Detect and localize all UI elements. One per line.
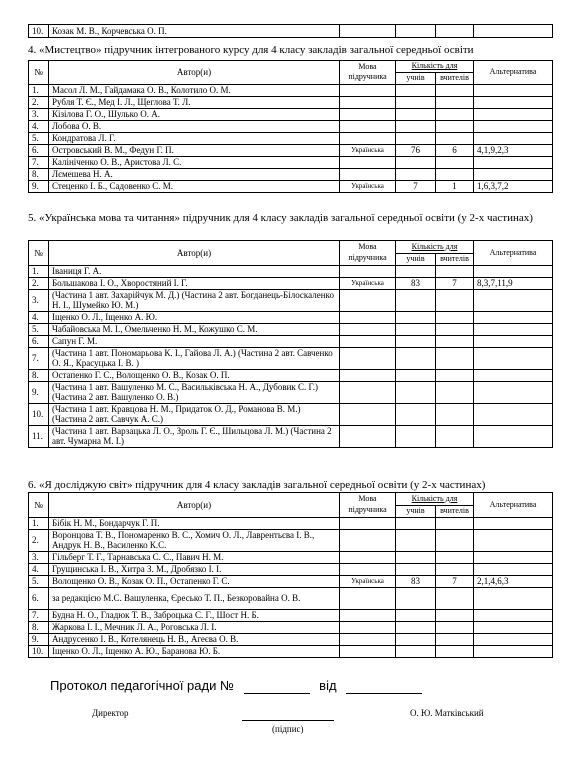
row-author: Козак М. В., Корчевська О. П. xyxy=(49,25,340,38)
row-alternative xyxy=(474,84,553,96)
signature-caption: (підпис) xyxy=(272,724,304,734)
row-num: 4. xyxy=(29,120,49,132)
row-teachers-count xyxy=(436,381,474,403)
protocol-number-blank xyxy=(244,678,310,694)
row-author: Гільберг Т. Г., Тарнавська С. С., Павич Н. М. xyxy=(49,551,340,563)
table-row xyxy=(29,335,553,347)
row-students-count xyxy=(396,645,436,657)
row-num: 6. xyxy=(29,335,49,347)
row-num: 9. xyxy=(29,180,49,192)
table-row xyxy=(29,168,553,180)
row-teachers-count xyxy=(436,347,474,369)
row-author: (Частина 1 авт. Кравцова Н. М., Придаток О. Д., Романова В. М.) (Частина 2 авт. Савчук А. С.) xyxy=(49,403,340,425)
section-body xyxy=(29,84,553,192)
row-alternative xyxy=(474,517,553,529)
row-alternative xyxy=(474,347,553,369)
row-num: 1. xyxy=(29,265,49,277)
col-author-header: Автор(и) xyxy=(49,241,340,266)
row-language xyxy=(340,96,396,108)
table-row xyxy=(29,180,553,192)
row-language xyxy=(340,633,396,645)
row-students-count: 7 xyxy=(396,180,436,192)
table-row xyxy=(29,403,553,425)
table-row xyxy=(29,289,553,311)
section-title: 5. «Українська мова та читання» підручник для 4 класу закладів загальної середньої освіти (у 2-х частинах) xyxy=(28,212,533,224)
table-row xyxy=(29,381,553,403)
row-author: Воронцова Т. В., Пономаренко В. С., Хомич О. Л., Лаврентьєва І. В., Андрук Н. В., Василенко К.С. xyxy=(49,529,340,551)
table-row xyxy=(29,311,553,323)
row-alternative xyxy=(474,529,553,551)
row-language: Українська xyxy=(340,180,396,192)
col-qty-header: Кількість для xyxy=(396,493,474,506)
col-qty-header: Кількість для xyxy=(396,61,474,73)
row-language xyxy=(340,156,396,168)
row-language xyxy=(340,323,396,335)
row-alternative xyxy=(474,108,553,120)
protocol-from-label: від xyxy=(319,678,337,693)
table-row xyxy=(29,517,553,529)
row-students-count xyxy=(396,369,436,381)
row-students-count xyxy=(396,311,436,323)
row-students-count xyxy=(396,132,436,144)
row-students-count xyxy=(396,609,436,621)
row-author: Лємешева Н. А. xyxy=(49,168,340,180)
row-alternative xyxy=(474,323,553,335)
row-teachers-count xyxy=(436,369,474,381)
row-author: Калініченко О. В., Аристова Л. С. xyxy=(49,156,340,168)
col-lang-header: Мова підручника xyxy=(340,61,396,85)
table-row xyxy=(29,587,553,609)
row-students-count xyxy=(396,529,436,551)
row-students-count xyxy=(396,517,436,529)
row-language xyxy=(340,517,396,529)
row-teachers-count: 7 xyxy=(436,277,474,289)
col-teachers-header: вчителів xyxy=(436,506,474,518)
col-author-header: Автор(и) xyxy=(49,61,340,85)
row-author: Лобова О. В. xyxy=(49,120,340,132)
row-students-count xyxy=(396,289,436,311)
row-author: Бібік Н. М., Бондарчук Г. П. xyxy=(49,517,340,529)
row-teachers-count xyxy=(436,425,474,447)
row-num: 10. xyxy=(29,645,49,657)
section-title: 6. «Я досліджую світ» підручник для 4 класу закладів загальної середньої освіти (у 2-х частинах) xyxy=(28,479,486,491)
table-row xyxy=(29,277,553,289)
row-teachers-count xyxy=(436,335,474,347)
row-num: 2. xyxy=(29,277,49,289)
row-alternative xyxy=(474,645,553,657)
row-language xyxy=(340,609,396,621)
row-num: 8. xyxy=(29,168,49,180)
row-alternative xyxy=(474,265,553,277)
row-alternative xyxy=(474,381,553,403)
row-teachers-count xyxy=(436,289,474,311)
row-teachers-count xyxy=(436,265,474,277)
col-teachers-header: вчителів xyxy=(436,254,474,266)
row-author: Островський В. М., Федун Г. П. xyxy=(49,144,340,156)
row-author: Жаркова І. І., Мечник Л. А., Роговська Л. І. xyxy=(49,621,340,633)
row-num: 7. xyxy=(29,347,49,369)
row-author: Чабайовська М. І., Омельченко Н. М., Кожушко С. М. xyxy=(49,323,340,335)
section-table xyxy=(28,240,553,448)
row-author: Кізілова Г. О., Шулько О. А. xyxy=(49,108,340,120)
row-teachers-count xyxy=(436,403,474,425)
row-students-count: 76 xyxy=(396,144,436,156)
row-language xyxy=(340,621,396,633)
table-row xyxy=(29,425,553,447)
row-students-count xyxy=(396,96,436,108)
row-language xyxy=(340,551,396,563)
row-author: Стеценко І. Б., Садовенко С. М. xyxy=(49,180,340,192)
row-alternative xyxy=(474,633,553,645)
row-teachers-count xyxy=(436,108,474,120)
row-author: Будна Н. О., Гладюк Т. В., Заброцька С. Г., Шост Н. Б. xyxy=(49,609,340,621)
col-students-header: учнів xyxy=(396,254,436,266)
row-language xyxy=(340,425,396,447)
row-students-count xyxy=(396,587,436,609)
row-num: 10. xyxy=(29,25,49,38)
table-row xyxy=(29,144,553,156)
row-students-count xyxy=(396,633,436,645)
table-header-row xyxy=(29,493,553,506)
row-author: Іщенко О. Л., Іщенко А. Ю. xyxy=(49,311,340,323)
row-teachers-count xyxy=(436,563,474,575)
row-num: 3. xyxy=(29,108,49,120)
row-language xyxy=(340,84,396,96)
row-teachers-count xyxy=(436,311,474,323)
table-row xyxy=(29,84,553,96)
row-teachers-count xyxy=(436,168,474,180)
row-num: 3. xyxy=(29,551,49,563)
row-alternative xyxy=(474,609,553,621)
section-table-wrap xyxy=(28,240,553,448)
row-author: за редакцією М.С. Вашуленка, Єресько Т. П., Безкоровайна О. В. xyxy=(49,587,340,609)
row-alternative xyxy=(474,156,553,168)
row-language xyxy=(340,645,396,657)
row-teachers-count xyxy=(436,156,474,168)
director-label: Директор xyxy=(92,708,129,718)
col-lang-header: Мова підручника xyxy=(340,241,396,266)
row-language xyxy=(340,403,396,425)
row-author: (Частина 1 авт. Вашуленко М. С., Васильківська Н. А., Дубовик С. Г.) (Частина 2 авт. Вашуленко О. В.) xyxy=(49,381,340,403)
row-num: 7. xyxy=(29,609,49,621)
row-author: Рубля Т. Є., Мед І. Л., Щеглова Т. Л. xyxy=(49,96,340,108)
row-num: 5. xyxy=(29,323,49,335)
row-students-count xyxy=(396,120,436,132)
row-teachers-count: 1 xyxy=(436,180,474,192)
row-num: 9. xyxy=(29,381,49,403)
row-language xyxy=(340,369,396,381)
row-author: Грущинська І. В., Хитра З. М., Дробязко І. І. xyxy=(49,563,340,575)
table-row xyxy=(29,369,553,381)
table-header-row xyxy=(29,241,553,254)
row-alternative xyxy=(474,369,553,381)
col-teachers-header: вчителів xyxy=(436,73,474,85)
row-alternative: 2,1,4,6,3 xyxy=(474,575,553,587)
row-teachers-count xyxy=(436,529,474,551)
row-alternative xyxy=(474,132,553,144)
section-table-wrap xyxy=(28,60,553,193)
row-author: Остапенко Г. С., Волощенко О. В., Козак О. П. xyxy=(49,369,340,381)
table-row xyxy=(29,551,553,563)
row-author: Іваниця Г. А. xyxy=(49,265,340,277)
col-qty-header: Кількість для xyxy=(396,241,474,254)
director-name: О. Ю. Матківський xyxy=(410,708,484,718)
row-language: Українська xyxy=(340,277,396,289)
row-language xyxy=(340,168,396,180)
protocol-label: Протокол педагогічної ради № xyxy=(50,678,234,693)
row-language xyxy=(340,587,396,609)
row-alternative xyxy=(474,120,553,132)
col-lang-header: Мова підручника xyxy=(340,493,396,518)
protocol-date-blank xyxy=(346,678,422,694)
section-table xyxy=(28,60,553,193)
row-language xyxy=(340,289,396,311)
table-row xyxy=(29,25,553,38)
row-alternative xyxy=(474,587,553,609)
row-students-count xyxy=(396,108,436,120)
row-alternative xyxy=(474,289,553,311)
row-teachers-count xyxy=(436,621,474,633)
row-author: Большакова І. О., Хворостяний І. Г. xyxy=(49,277,340,289)
row-teachers-count xyxy=(436,84,474,96)
row-students-count xyxy=(396,563,436,575)
row-num: 3. xyxy=(29,289,49,311)
row-students-count xyxy=(396,347,436,369)
row-num: 1. xyxy=(29,517,49,529)
row-alternative xyxy=(474,551,553,563)
row-teachers-count xyxy=(436,132,474,144)
row-author: Андрусенко І. В., Котелянець Н. В., Агеєва О. В. xyxy=(49,633,340,645)
row-author: (Частина 1 авт. Варзацька Л. О., Зроль Г. Є., Шильцова Л. М.) (Частина 2 авт. Чумарна М. І.) xyxy=(49,425,340,447)
row-num: 2. xyxy=(29,529,49,551)
row-students-count: 83 xyxy=(396,277,436,289)
row-language xyxy=(340,347,396,369)
row-students-count xyxy=(396,168,436,180)
col-alt-header: Альтернатива xyxy=(474,493,553,518)
table-row xyxy=(29,645,553,657)
row-language: Українська xyxy=(340,575,396,587)
row-language xyxy=(340,381,396,403)
row-teachers-count xyxy=(436,323,474,335)
row-alternative xyxy=(474,335,553,347)
table-row xyxy=(29,120,553,132)
row-alternative xyxy=(474,311,553,323)
row-teachers-count: 6 xyxy=(436,144,474,156)
row-students-count xyxy=(396,425,436,447)
row-alternative xyxy=(474,621,553,633)
row-teachers-count xyxy=(436,645,474,657)
row-num: 6. xyxy=(29,144,49,156)
row-students-count xyxy=(396,323,436,335)
col-author-header: Автор(и) xyxy=(49,493,340,518)
row-language xyxy=(340,265,396,277)
table-row xyxy=(29,96,553,108)
row-alternative xyxy=(474,563,553,575)
row-num: 4. xyxy=(29,563,49,575)
row-students-count xyxy=(396,335,436,347)
section-body xyxy=(29,517,553,657)
table-row xyxy=(29,609,553,621)
row-author: (Частина 1 авт. Пономарьова К. І., Гайова Л. А.) (Частина 2 авт. Савченко О. Я., Красуцька І. В. ) xyxy=(49,347,340,369)
section-title: 4. «Мистецтво» підручник інтегрованого курсу для 4 класу закладів загальної середньої освіти xyxy=(28,44,474,56)
row-students-count xyxy=(396,84,436,96)
row-num: 8. xyxy=(29,621,49,633)
protocol-line xyxy=(50,678,422,694)
row-author: Сапун Г. М. xyxy=(49,335,340,347)
row-num: 5. xyxy=(29,575,49,587)
row-alternative: 4,1,9,2,3 xyxy=(474,144,553,156)
table-row xyxy=(29,347,553,369)
row-language xyxy=(340,108,396,120)
row-alternative: 8,3,7,11,9 xyxy=(474,277,553,289)
row-language xyxy=(340,529,396,551)
row-students-count xyxy=(396,381,436,403)
row-teachers-count xyxy=(436,633,474,645)
row-num: 7. xyxy=(29,156,49,168)
table-row xyxy=(29,633,553,645)
row-num: 4. xyxy=(29,311,49,323)
row-language xyxy=(340,335,396,347)
table-row xyxy=(29,621,553,633)
continuation-table-wrap xyxy=(28,24,553,38)
row-teachers-count xyxy=(436,587,474,609)
table-row xyxy=(29,108,553,120)
row-language xyxy=(340,132,396,144)
table-row xyxy=(29,323,553,335)
row-num: 1. xyxy=(29,84,49,96)
table-row xyxy=(29,156,553,168)
col-alt-header: Альтернатива xyxy=(474,241,553,266)
table-row xyxy=(29,265,553,277)
row-teachers-count xyxy=(436,609,474,621)
section-table-wrap xyxy=(28,492,553,658)
row-alternative: 1,6,3,7,2 xyxy=(474,180,553,192)
row-students-count xyxy=(396,265,436,277)
row-teachers-count xyxy=(436,120,474,132)
row-num: 6. xyxy=(29,587,49,609)
row-alternative xyxy=(474,168,553,180)
row-num: 11. xyxy=(29,425,49,447)
row-language xyxy=(340,563,396,575)
row-num: 8. xyxy=(29,369,49,381)
row-students-count xyxy=(396,551,436,563)
row-author: Волощенко О. В., Козак О. П., Остапенко Г. С. xyxy=(49,575,340,587)
row-language: Українська xyxy=(340,144,396,156)
row-alternative xyxy=(474,425,553,447)
table-row xyxy=(29,529,553,551)
row-alternative xyxy=(474,96,553,108)
row-teachers-count xyxy=(436,517,474,529)
col-students-header: учнів xyxy=(396,506,436,518)
section-body xyxy=(29,265,553,447)
col-num-header: № xyxy=(29,61,49,85)
col-num-header: № xyxy=(29,241,49,266)
row-num: 2. xyxy=(29,96,49,108)
row-num: 9. xyxy=(29,633,49,645)
row-teachers-count: 7 xyxy=(436,575,474,587)
row-num: 5. xyxy=(29,132,49,144)
row-language xyxy=(340,311,396,323)
row-students-count xyxy=(396,621,436,633)
row-language xyxy=(340,120,396,132)
row-students-count xyxy=(396,156,436,168)
row-author: (Частина 1 авт. Захарійчук М. Д.) (Частина 2 авт. Богданець-Білоскаленко Н. І., Шумейко Ю. М.) xyxy=(49,289,340,311)
table-row xyxy=(29,132,553,144)
row-author: Кондратова Л. Г. xyxy=(49,132,340,144)
table-row xyxy=(29,575,553,587)
row-teachers-count xyxy=(436,551,474,563)
row-alternative xyxy=(474,403,553,425)
col-students-header: учнів xyxy=(396,73,436,85)
continuation-table xyxy=(28,24,553,38)
row-author: Масол Л. М., Гайдамака О. В., Колотило О. М. xyxy=(49,84,340,96)
row-students-count: 83 xyxy=(396,575,436,587)
table-header-row xyxy=(29,61,553,73)
signature-line xyxy=(242,720,334,721)
table-row xyxy=(29,563,553,575)
row-students-count xyxy=(396,403,436,425)
row-author: Іщенко О. Л., Іщенко А. Ю., Баранова Ю. Б. xyxy=(49,645,340,657)
section-table xyxy=(28,492,553,658)
row-teachers-count xyxy=(436,96,474,108)
col-alt-header: Альтернатива xyxy=(474,61,553,85)
col-num-header: № xyxy=(29,493,49,518)
row-num: 10. xyxy=(29,403,49,425)
